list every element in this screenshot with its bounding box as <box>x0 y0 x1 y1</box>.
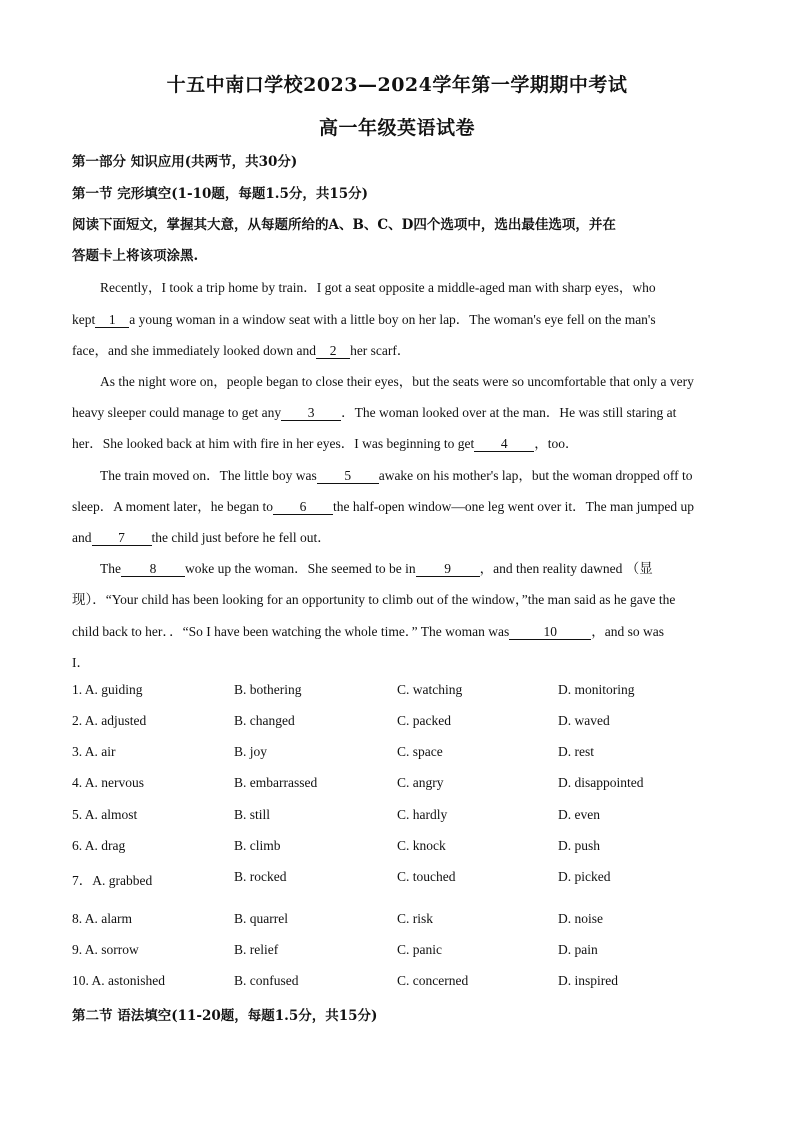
passage-line: I． <box>72 655 90 670</box>
text-segment: ，and so was <box>591 624 664 639</box>
option-c: C. touched <box>397 869 456 884</box>
blank-5: 5 <box>317 469 379 484</box>
option-d: D. disappointed <box>558 775 644 790</box>
blank-1: 1 <box>95 313 129 328</box>
passage-line: 现）．“Your child has been looking for an opportunity to climb out of the window，”the man said as he gave the <box>72 592 676 607</box>
text-segment: ，too． <box>534 436 579 451</box>
passage-line <box>72 401 676 421</box>
exam-title: 十五中南口学校2023—2024学年第一学期期中考试 <box>166 74 628 96</box>
text-segment: sleep．A moment later，he began to <box>72 499 273 514</box>
option-c: C. knock <box>397 838 446 853</box>
option-a: 3. A. air <box>72 744 116 759</box>
blank-3: 3 <box>281 406 341 421</box>
option-c: C. hardly <box>397 807 448 822</box>
option-a: 9. A. sorrow <box>72 942 139 957</box>
blank-4: 4 <box>474 437 534 452</box>
blank-9: 9 <box>416 562 480 577</box>
option-a: 8. A. alarm <box>72 911 132 926</box>
option-a: 7．A. grabbed <box>72 873 153 888</box>
passage-line <box>100 464 692 484</box>
blank-8: 8 <box>121 562 185 577</box>
option-a: 5. A. almost <box>72 807 138 822</box>
section-two-heading: 第二节 语法填空(11-20题，每题1.5分，共15分) <box>72 1008 378 1024</box>
text-segment: and <box>72 530 92 545</box>
option-b: B. embarrassed <box>234 775 318 790</box>
blank-10: 10 <box>509 625 591 640</box>
passage-line <box>72 308 656 328</box>
instruction-line-2: 答题卡上将该项涂黑. <box>72 248 199 264</box>
option-b: B. rocked <box>234 869 287 884</box>
passage-line: Recently，I took a trip home by train．I got a seat opposite a middle-aged man with sharp eyes，who <box>100 280 656 295</box>
option-c: C. space <box>397 744 443 759</box>
option-c: C. packed <box>397 713 451 728</box>
passage-line <box>72 432 579 452</box>
passage-line <box>72 495 694 515</box>
text-segment: The <box>100 561 121 576</box>
option-a: 1. A. guiding <box>72 682 143 697</box>
passage-line <box>100 557 653 577</box>
text-segment: woke up the woman．She seemed to be in <box>185 561 416 576</box>
option-c: C. watching <box>397 682 463 697</box>
passage-line: As the night wore on，people began to close their eyes，but the seats were so uncomfortable that only a very <box>100 374 694 389</box>
option-b: B. quarrel <box>234 911 288 926</box>
option-b: B. climb <box>234 838 281 853</box>
blank-6: 6 <box>273 500 333 515</box>
option-a: 4. A. nervous <box>72 775 144 790</box>
passage-line <box>72 339 410 359</box>
text-segment: ，and then reality dawned （显 <box>479 561 653 576</box>
text-segment: her．She looked back at him with fire in her eyes．I was beginning to get <box>72 436 475 451</box>
option-d: D. pain <box>558 942 598 957</box>
blank-7: 7 <box>92 531 152 546</box>
blank-2: 2 <box>316 344 350 359</box>
section-one-heading: 第一节 完形填空(1-10题，每题1.5分，共15分) <box>72 186 369 202</box>
option-a: 6. A. drag <box>72 838 126 853</box>
passage-line <box>72 620 664 640</box>
exam-subtitle: 高一年级英语试卷 <box>318 117 475 139</box>
option-d: D. even <box>558 807 600 822</box>
part-one-heading: 第一部分 知识应用(共两节，共30分) <box>72 154 298 170</box>
option-d: D. push <box>558 838 601 853</box>
text-segment: The train moved on．The little boy was <box>100 468 317 483</box>
text-segment: child back to her．．“So I have been watching the whole time．” The woman was <box>72 624 510 639</box>
option-a: 10. A. astonished <box>72 973 165 988</box>
option-a: 2. A. adjusted <box>72 713 147 728</box>
option-b: B. still <box>234 807 271 822</box>
text-segment: a young woman in a window seat with a little boy on her lap．The woman's eye fell on the man's <box>129 312 656 327</box>
text-segment: awake on his mother's lap，but the woman dropped off to <box>378 468 693 483</box>
option-d: D. noise <box>558 911 603 926</box>
text-segment: the child just before he fell out． <box>151 530 331 545</box>
passage-line <box>72 526 331 546</box>
option-b: B. bothering <box>234 682 302 697</box>
option-d: D. picked <box>558 869 611 884</box>
option-d: D. inspired <box>558 973 618 988</box>
text-segment: the half-open window—one leg went over it．The man jumped up <box>332 499 694 514</box>
text-segment: face，and she immediately looked down and <box>72 343 317 358</box>
option-b: B. changed <box>234 713 295 728</box>
option-d: D. rest <box>558 744 594 759</box>
option-b: B. confused <box>234 973 299 988</box>
instruction-line-1: 阅读下面短文，掌握其大意，从每题所给的A、B、C、D四个选项中，选出最佳选项，并在 <box>72 217 616 233</box>
option-b: B. relief <box>234 942 279 957</box>
text-segment: heavy sleeper could manage to get any <box>72 405 282 420</box>
option-b: B. joy <box>234 744 268 759</box>
option-c: C. concerned <box>397 973 469 988</box>
text-segment: kept <box>72 312 96 327</box>
text-segment: her scarf． <box>350 343 411 358</box>
text-segment: ．The woman looked over at the man．He was still staring at <box>341 405 677 420</box>
option-c: C. risk <box>397 911 434 926</box>
option-d: D. monitoring <box>558 682 635 697</box>
option-c: C. angry <box>397 775 444 790</box>
option-c: C. panic <box>397 942 442 957</box>
option-d: D. waved <box>558 713 610 728</box>
